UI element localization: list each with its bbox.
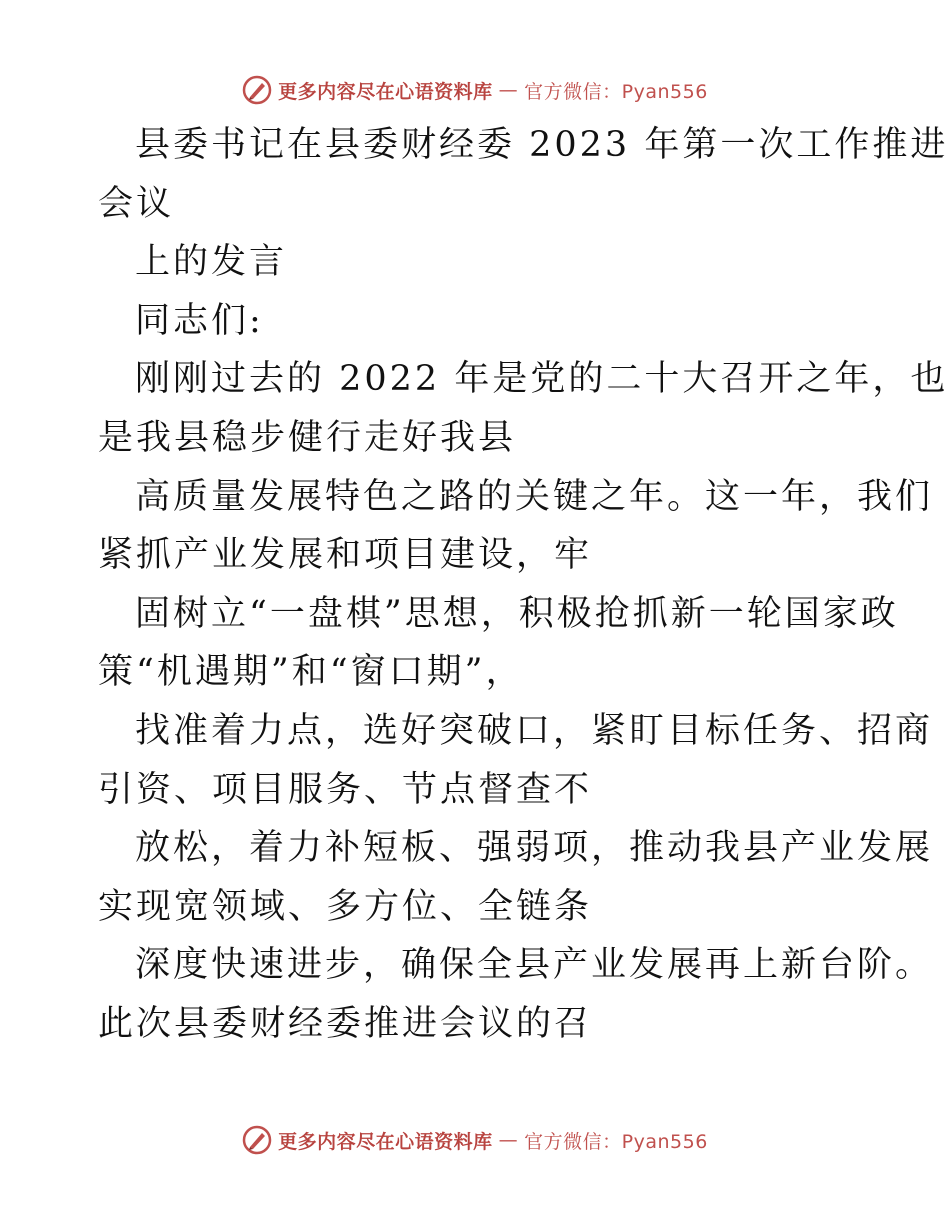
text-line: 同志们:: [135, 300, 264, 341]
text-line: 高质量发展特色之路的关键之年。这一年，我们: [135, 476, 934, 517]
text-line: 此次县委财经委推进会议的召: [98, 1003, 593, 1044]
watermark-brand: 更多内容尽在心语资料库: [278, 80, 493, 103]
watermark-brand: 更多内容尽在心语资料库: [278, 1130, 493, 1153]
watermark-banner-bottom: [0, 1120, 950, 1160]
text-line: 是我县稳步健行走好我县: [98, 417, 517, 458]
text-line: 找准着力点，选好突破口，紧盯目标任务、招商: [135, 710, 934, 751]
pen-logo-icon: [242, 1125, 272, 1155]
text-line: 引资、项目服务、节点督查不: [98, 769, 593, 810]
text-line: 深度快速进步，确保全县产业发展再上新台阶。: [135, 945, 934, 986]
text-line: 固树立“一盘棋”思想，积极抢抓新一轮国家政: [135, 593, 899, 634]
text-line: 上的发言: [135, 242, 288, 283]
text-line: 县委书记在县委财经委 2023 年第一次工作推进: [135, 125, 949, 165]
watermark-wechat: 官方微信：Pyan556: [524, 80, 708, 103]
document-body: [98, 116, 949, 1054]
text-line: 刚刚过去的 2022 年是党的二十大召开之年，也: [135, 359, 949, 400]
text-line: 紧抓产业发展和项目建设，牢: [98, 535, 593, 576]
watermark-banner-top: [0, 70, 950, 110]
watermark-dash: —: [498, 79, 519, 101]
text-line: 会议: [98, 183, 175, 224]
text-line: 实现宽领域、多方位、全链条: [98, 886, 593, 927]
watermark-dash: —: [498, 1129, 519, 1151]
text-line: 放松，着力补短板、强弱项，推动我县产业发展: [135, 828, 934, 869]
watermark-wechat: 官方微信：Pyan556: [524, 1130, 708, 1153]
text-line: 策“机遇期”和“窗口期”，: [98, 652, 524, 693]
pen-logo-icon: [242, 75, 272, 105]
